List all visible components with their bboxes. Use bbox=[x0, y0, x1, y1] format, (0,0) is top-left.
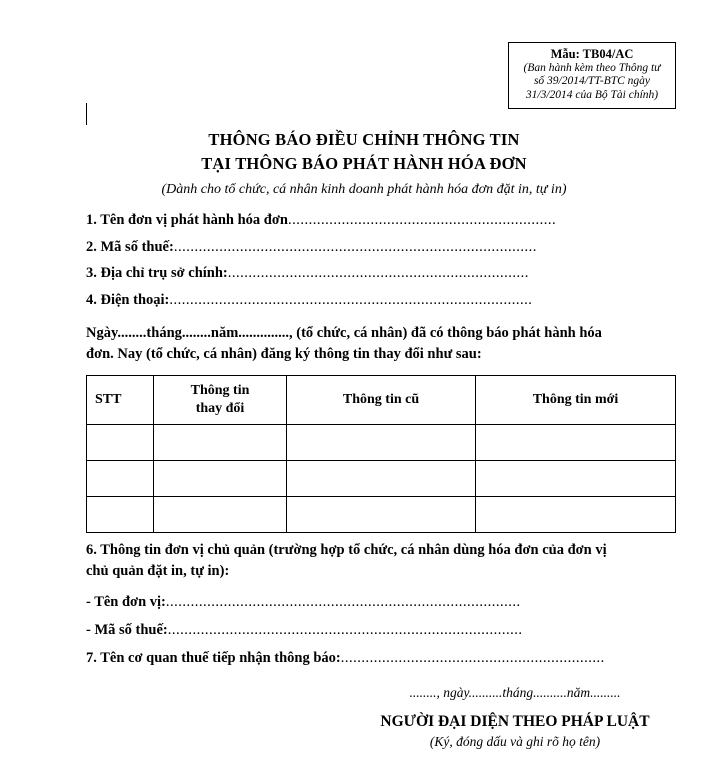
section-6-item-2 bbox=[86, 622, 671, 639]
table-header-old-info: Thông tin cũ bbox=[287, 375, 476, 424]
field-row-2 bbox=[86, 239, 646, 256]
declaration-line-2: đơn. Nay (tổ chức, cá nhân) đăng ký thông tin thay đổi như sau: bbox=[86, 345, 482, 362]
table-cell-old-info[interactable] bbox=[287, 496, 476, 532]
field-label-1: 1. Tên đơn vị phát hành hóa đơn bbox=[86, 212, 288, 228]
table-header-stt: STT bbox=[87, 375, 154, 424]
table-cell-new-info[interactable] bbox=[476, 460, 676, 496]
margin-tick-mark bbox=[86, 103, 87, 125]
table-row[interactable] bbox=[87, 424, 676, 460]
table-header-change-info bbox=[154, 375, 287, 424]
section-6-heading bbox=[86, 540, 671, 582]
form-code-box bbox=[508, 42, 676, 109]
table-row[interactable] bbox=[87, 460, 676, 496]
declaration-paragraph bbox=[86, 323, 646, 365]
field-row-4 bbox=[86, 292, 646, 309]
table-cell-new-info[interactable] bbox=[476, 424, 676, 460]
signature-role: NGƯỜI ĐẠI DIỆN THEO PHÁP LUẬT bbox=[380, 713, 650, 730]
field-row-3 bbox=[86, 265, 646, 282]
table-cell-new-info[interactable] bbox=[476, 496, 676, 532]
section-6-line-2: chủ quản đặt in, tự in): bbox=[86, 563, 230, 580]
table-header-row bbox=[87, 375, 676, 424]
section-7-dots: ................................................................ bbox=[340, 650, 605, 667]
field-dots-2: ........................................................................................ bbox=[173, 238, 537, 255]
page-title-line-2: TẠI THÔNG BÁO PHÁT HÀNH HÓA ĐƠN bbox=[201, 153, 527, 173]
section-6-item-1-dots: ...................................................................................... bbox=[165, 594, 521, 611]
lower-sections-block bbox=[86, 540, 671, 678]
signature-block bbox=[330, 685, 700, 750]
table-cell-stt[interactable] bbox=[87, 460, 154, 496]
table-cell-old-info[interactable] bbox=[287, 460, 476, 496]
form-issued-line-1: (Ban hành kèm theo Thông tư bbox=[523, 61, 661, 74]
signature-note: (Ký, đóng dấu và ghi rõ họ tên) bbox=[429, 734, 601, 749]
field-label-2: 2. Mã số thuế: bbox=[86, 238, 174, 255]
table-cell-change-info[interactable] bbox=[154, 460, 287, 496]
field-dots-1: ................................................................. bbox=[287, 212, 557, 228]
table-row[interactable] bbox=[87, 496, 676, 532]
table-cell-stt[interactable] bbox=[87, 424, 154, 460]
field-dots-3: ......................................................................... bbox=[227, 265, 529, 281]
section-7-label: 7. Tên cơ quan thuế tiếp nhận thông báo: bbox=[86, 650, 341, 667]
table-cell-stt[interactable] bbox=[87, 496, 154, 532]
section-6-item-1 bbox=[86, 594, 671, 611]
field-label-4: 4. Điện thoại: bbox=[86, 291, 170, 308]
section-6-item-1-label: - Tên đơn vị: bbox=[86, 594, 166, 611]
form-issued-line-2: số 39/2014/TT-BTC ngày bbox=[533, 75, 651, 88]
field-dots-4: ........................................................................................ bbox=[169, 291, 533, 308]
table-header-change-line-1: Thông tin bbox=[190, 383, 250, 399]
form-fields-block bbox=[86, 212, 646, 533]
table-header-new-info: Thông tin mới bbox=[476, 375, 676, 424]
field-label-3: 3. Địa chỉ trụ sở chính: bbox=[86, 265, 228, 281]
section-6-item-2-dots: ...................................................................................... bbox=[167, 622, 523, 639]
table-cell-change-info[interactable] bbox=[154, 496, 287, 532]
section-6-item-2-label: - Mã số thuế: bbox=[86, 622, 168, 639]
signature-date-line: ........, ngày..........tháng..........năm......... bbox=[409, 685, 621, 700]
change-info-table bbox=[86, 375, 676, 533]
form-issued-line-3: 31/3/2014 của Bộ Tài chính) bbox=[525, 88, 659, 101]
page-title-line-1: THÔNG BÁO ĐIỀU CHỈNH THÔNG TIN bbox=[208, 130, 520, 149]
field-row-1 bbox=[86, 212, 646, 229]
declaration-line-1: Ngày........tháng........năm.............., (tổ chức, cá nhân) đã có thông báo phát hành hóa bbox=[86, 324, 602, 341]
table-header-change-line-2: thay đổi bbox=[195, 400, 245, 416]
title-block bbox=[0, 128, 728, 198]
section-6-line-1: 6. Thông tin đơn vị chủ quản (trường hợp tổ chức, cá nhân dùng hóa đơn của đơn vị bbox=[86, 542, 607, 558]
table-cell-change-info[interactable] bbox=[154, 424, 287, 460]
table-cell-old-info[interactable] bbox=[287, 424, 476, 460]
page-subtitle: (Dành cho tổ chức, cá nhân kinh doanh phát hành hóa đơn đặt in, tự in) bbox=[161, 181, 567, 197]
section-7-row bbox=[86, 650, 671, 667]
form-code: Mẫu: TB04/AC bbox=[550, 47, 634, 61]
